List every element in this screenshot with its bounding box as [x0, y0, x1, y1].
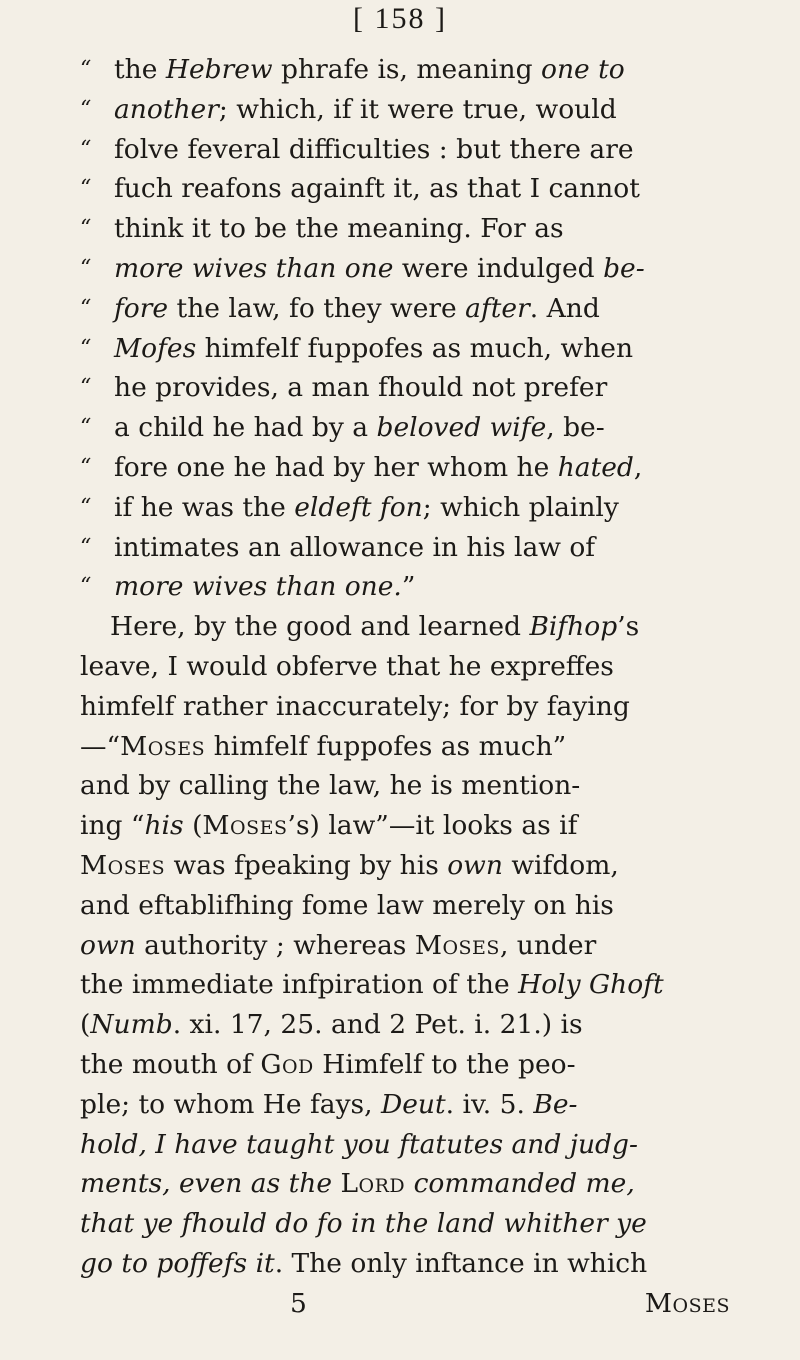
text-line: “ more wives than one were indulged be-: [80, 252, 645, 284]
text-line: “ folve feveral difficulties : but there are: [80, 133, 634, 165]
text-line: “ a child he had by a beloved wife, be-: [80, 412, 605, 444]
text-line: hold, I have taught you ftatutes and judg-: [80, 1128, 638, 1160]
text-line: ple; to whom He fays, Deut. iv. 5. Be-: [80, 1088, 578, 1120]
text-line: (Numb. xi. 17, 25. and 2 Pet. i. 21.) is: [80, 1009, 583, 1041]
page-number: [ 158 ]: [353, 2, 447, 35]
text-line: “ fuch reafons againft it, as that I cannot: [80, 173, 640, 205]
page-footer: [80, 1284, 730, 1324]
text-line: —“Moses himfelf fuppofes as much”: [80, 730, 567, 762]
text-line: go to poffefs it. The only inftance in which: [80, 1247, 648, 1279]
text-line: own authority ; whereas Moses, under: [80, 929, 597, 961]
text-line: the immediate infpiration of the Holy Ghoft: [80, 969, 664, 1001]
text-line: “ think it to be the meaning. For as: [80, 213, 564, 245]
signature-mark: 5: [290, 1287, 307, 1319]
text-line: and eftablifhing fome law merely on his: [80, 889, 614, 921]
text-line: “ the Hebrew phrafe is, meaning one to: [80, 54, 625, 85]
text-line: and by calling the law, he is mention-: [80, 770, 581, 802]
text-line: leave, I would obferve that he expreffes: [80, 650, 614, 682]
text-line: Moses was fpeaking by his own wifdom,: [80, 849, 619, 881]
text-line: “ he provides, a man fhould not prefer: [80, 372, 608, 404]
catchword: Moses: [644, 1287, 730, 1319]
text-line: Here, by the good and learned Bifhop’s: [110, 611, 640, 643]
page-body: [80, 50, 730, 1324]
text-line: “ fore one he had by her whom he hated,: [80, 451, 643, 483]
text-line: “ Mofes himfelf fuppofes as much, when: [80, 332, 634, 364]
text-line: ments, even as the Lord commanded me,: [80, 1168, 635, 1200]
text-line: that ye fhould do fo in the land whither ye: [80, 1208, 647, 1240]
text-line: “ intimates an allowance in his law of: [80, 531, 596, 563]
text-line: himfelf rather inaccurately; for by faying: [80, 690, 630, 722]
text-line: the mouth of God Himfelf to the peo-: [80, 1048, 576, 1080]
text-line: “ another; which, if it were true, would: [80, 93, 617, 125]
text-line: ing “his (Moses’s) law”—it looks as if: [80, 810, 578, 842]
text-line: “ fore the law, fo they were after. And: [80, 292, 600, 324]
text-line: “ more wives than one.”: [80, 571, 416, 603]
text-line: “ if he was the eldeft fon; which plainly: [80, 491, 619, 523]
